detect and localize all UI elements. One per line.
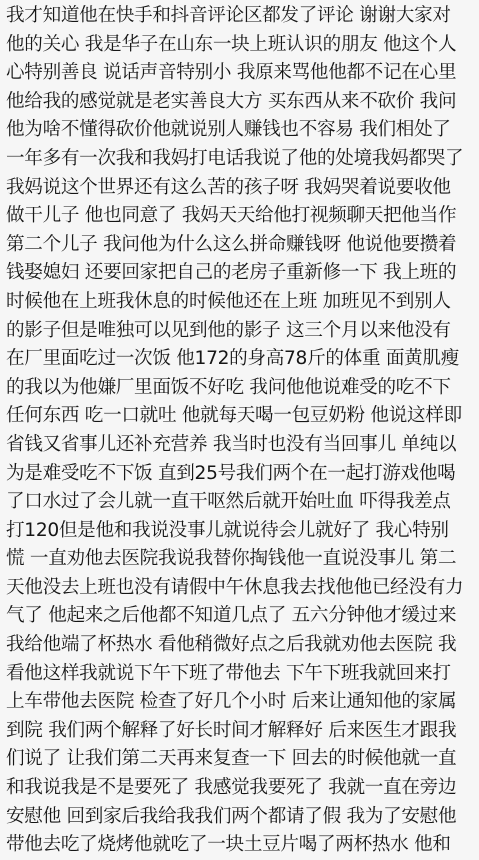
text-line-15: 任何东西 吃一口就吐 他就每天喝一包豆奶粉 他说这样即 — [6, 405, 462, 427]
text-line-19: 打120但是他和我说没事儿就说待会儿就好了 我心特别 — [6, 519, 449, 541]
text-line-29: 安慰他 回到家后我给我我们两个都请了假 我为了安慰他 — [6, 805, 457, 827]
text-line-18: 了口水过了会儿就一直干呕然后就开始吐血 吓得我差点 — [6, 491, 451, 513]
text-line-17: 为是难受吃不下饭 直到25号我们两个在一起打游戏他喝 — [6, 462, 456, 484]
text-line-13: 在厂里面吃过一次饭 他172的身高78斤的体重 面黄肌瘦 — [6, 348, 460, 370]
text-line-5: 他为啥不懂得砍价他就说别人赚钱也不容易 我们相处了 — [6, 119, 451, 141]
text-line-3: 心特别善良 说话声音特别小 我原来骂他他都不记在心里 — [6, 62, 457, 84]
text-line-16: 省钱又省事儿还补充营养 我当时也没有当回事儿 单纯以 — [6, 433, 457, 455]
text-line-30: 带他去吃了烧烤他就吃了一块土豆片喝了两杯热水 他和 — [6, 834, 451, 856]
text-line-10: 钱娶媳妇 还要回家把自己的老房子重新修一下 我上班的 — [6, 262, 457, 284]
text-line-8: 做干儿子 他也同意了 我妈天天给他打视频聊天把他当作 — [6, 205, 457, 227]
text-line-26: 到院 我们两个解释了好长时间才解释好 后来医生才跟我 — [6, 719, 457, 741]
text-line-25: 上车带他去医院 检查了好几个小时 后来让通知他的家属 — [6, 691, 457, 713]
text-line-1: 我才知道他在快手和抖音评论区都发了评论 谢谢大家对 — [6, 5, 451, 26]
text-line-22: 气了 他起来之后他都不知道几点了 五六分钟他才缓过来 — [6, 605, 457, 627]
text-line-14: 的我以为他嫌厂里面饭不好吃 我问他他说难受的吃不下 — [6, 376, 451, 398]
text-line-2: 他的关心 我是华子在山东一块上班认识的朋友 他这个人 — [6, 33, 457, 55]
text-line-12: 的影子但是唯独可以见到他的影子 这三个月以来他没有 — [6, 319, 451, 341]
text-line-23: 我给他端了杯热水 看他稍微好点之后我就劝他去医院 我 — [6, 634, 457, 656]
text-line-9: 第二个儿子 我问他为什么这么拼命赚钱呀 他说他要攒着 — [6, 233, 457, 255]
text-line-21: 天他没去上班也没有请假中午休息我去找他他已经没有力 — [6, 576, 464, 598]
text-line-27: 们说了 让我们第二天再来复查一下 回去的时候他就一直 — [6, 748, 457, 770]
text-line-4: 他给我的感觉就是老实善良大方 买东西从来不砍价 我问 — [6, 90, 457, 112]
text-line-28: 和我说我是不是要死了 我感觉我要死了 我就一直在旁边 — [6, 777, 457, 799]
text-line-7: 我妈说这个世界还有这么苦的孩子呀 我妈哭着说要收他 — [6, 176, 451, 198]
text-line-20: 慌 一直劝他去医院我说我替你掏钱他一直说没事儿 第二 — [6, 548, 457, 570]
text-line-24: 看他这样我就说下午下班了带他去 下午下班我就回来打 — [6, 662, 451, 684]
text-line-6: 一年多有一次我和我妈打电话我说了他的处境我妈都哭了 — [6, 147, 464, 169]
text-line-11: 时候他在上班我休息的时候他还在上班 加班见不到别人 — [6, 290, 451, 312]
